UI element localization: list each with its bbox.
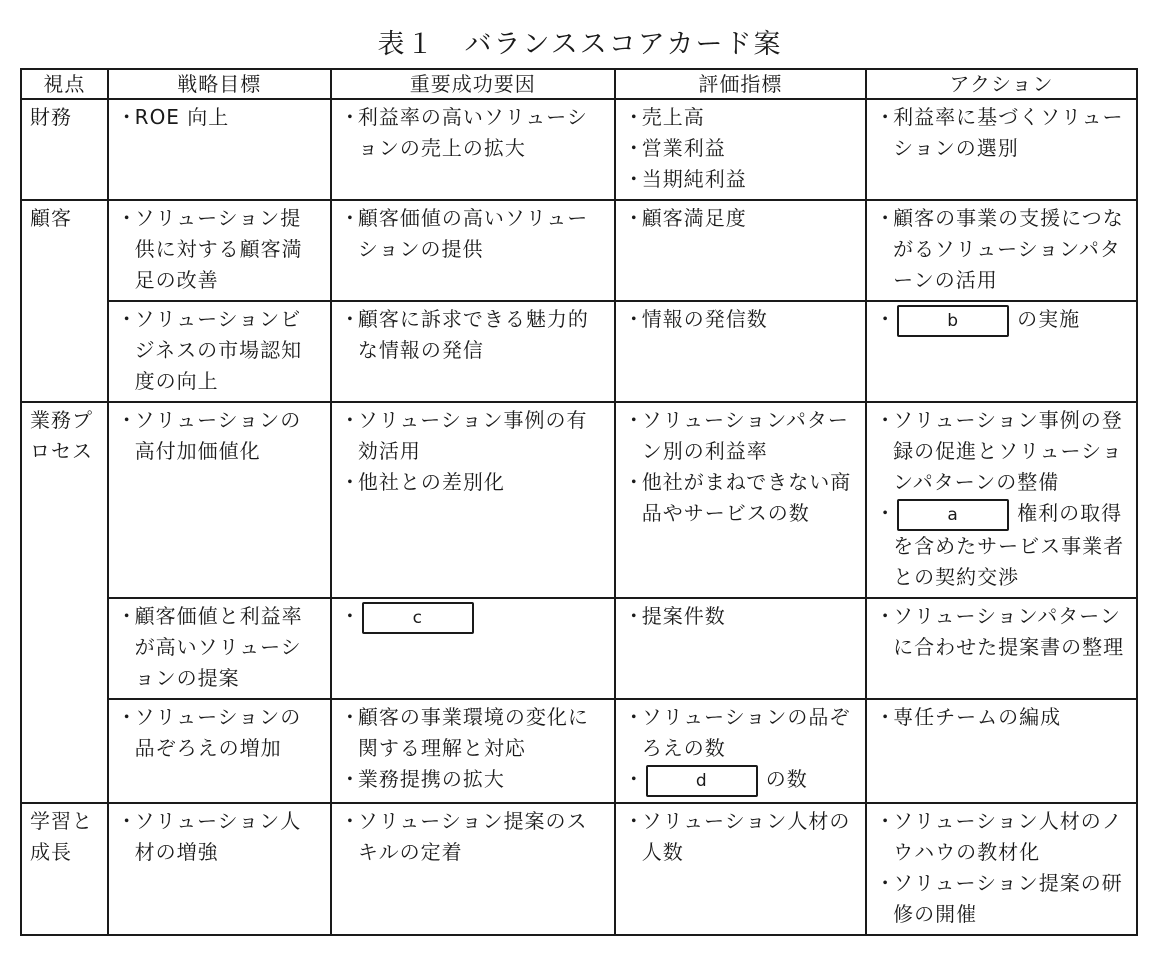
table-row: [21, 301, 1137, 402]
goal-cell: ・ ソリューションの高付加価値化: [108, 402, 331, 598]
viewpoint-cell: 学習と成長: [21, 803, 108, 935]
balanced-scorecard-table: [20, 68, 1138, 936]
goal-cell: ・ 顧客価値と利益率が高いソリューションの提案: [108, 598, 331, 699]
table-row: [21, 803, 1137, 935]
kpi-cell: ・ 顧客満足度: [615, 200, 866, 301]
header-action: アクション: [866, 69, 1137, 99]
header-row: [21, 69, 1137, 99]
header-csf: 重要成功要因: [331, 69, 615, 99]
goal-cell: ・ ソリューション人材の増強: [108, 803, 331, 935]
kpi-cell: ・ 情報の発信数: [615, 301, 866, 402]
action-cell: ・ 顧客の事業の支援につながるソリューションパターンの活用: [866, 200, 1137, 301]
action-cell: ・ ソリューションパターンに合わせた提案書の整理: [866, 598, 1137, 699]
table-row: [21, 402, 1137, 598]
viewpoint-cell: 財務: [21, 99, 108, 200]
action-cell: ・ 専任チームの編成: [866, 699, 1137, 803]
action-cell: ・ ソリューション事例の登録の促進とソリューションパターンの整備 ・ a 権利の取得を含めたサービス事業者との契約交渉: [866, 402, 1137, 598]
viewpoint-cell: 顧客: [21, 200, 108, 402]
action-cell: ・ b の実施: [866, 301, 1137, 402]
blank-box-a: a: [897, 499, 1009, 531]
goal-cell: ・ ソリューションビジネスの市場認知度の向上: [108, 301, 331, 402]
header-goal: 戦略目標: [108, 69, 331, 99]
header-viewpoint: 視点: [21, 69, 108, 99]
csf-cell: ・ 利益率の高いソリューションの売上の拡大: [331, 99, 615, 200]
table-title: 表１ バランススコアカード案: [377, 29, 783, 60]
goal-cell: ・ ソリューションの品ぞろえの増加: [108, 699, 331, 803]
table-row: [21, 699, 1137, 803]
goal-cell: ・ ROE 向上: [108, 99, 331, 200]
viewpoint-cell: 業務プロセス: [21, 402, 108, 803]
header-kpi: 評価指標: [615, 69, 866, 99]
kpi-cell: ・ ソリューションの品ぞろえの数 ・ d の数: [615, 699, 866, 803]
csf-cell: ・ c: [331, 598, 615, 699]
blank-box-c: c: [362, 602, 474, 634]
csf-cell: ・ 顧客に訴求できる魅力的な情報の発信: [331, 301, 615, 402]
table-row: [21, 200, 1137, 301]
goal-cell: ・ ソリューション提供に対する顧客満足の改善: [108, 200, 331, 301]
blank-box-b: b: [897, 305, 1009, 337]
action-cell: ・ ソリューション人材のノウハウの教材化 ・ ソリューション提案の研修の開催: [866, 803, 1137, 935]
kpi-cell: ・ 提案件数: [615, 598, 866, 699]
csf-cell: ・ 顧客の事業環境の変化に関する理解と対応 ・ 業務提携の拡大: [331, 699, 615, 803]
action-cell: ・ 利益率に基づくソリューションの選別: [866, 99, 1137, 200]
csf-cell: ・ ソリューション提案のスキルの定着: [331, 803, 615, 935]
blank-box-d: d: [646, 765, 758, 797]
kpi-cell: ・ ソリューションパターン別の利益率 ・ 他社がまねできない商品やサービスの数: [615, 402, 866, 598]
kpi-cell: ・ ソリューション人材の人数: [615, 803, 866, 935]
csf-cell: ・ 顧客価値の高いソリューションの提供: [331, 200, 615, 301]
table-row: [21, 598, 1137, 699]
table-row: [21, 99, 1137, 200]
kpi-cell: ・ 売上高 ・ 営業利益 ・ 当期純利益: [615, 99, 866, 200]
csf-cell: ・ ソリューション事例の有効活用 ・ 他社との差別化: [331, 402, 615, 598]
